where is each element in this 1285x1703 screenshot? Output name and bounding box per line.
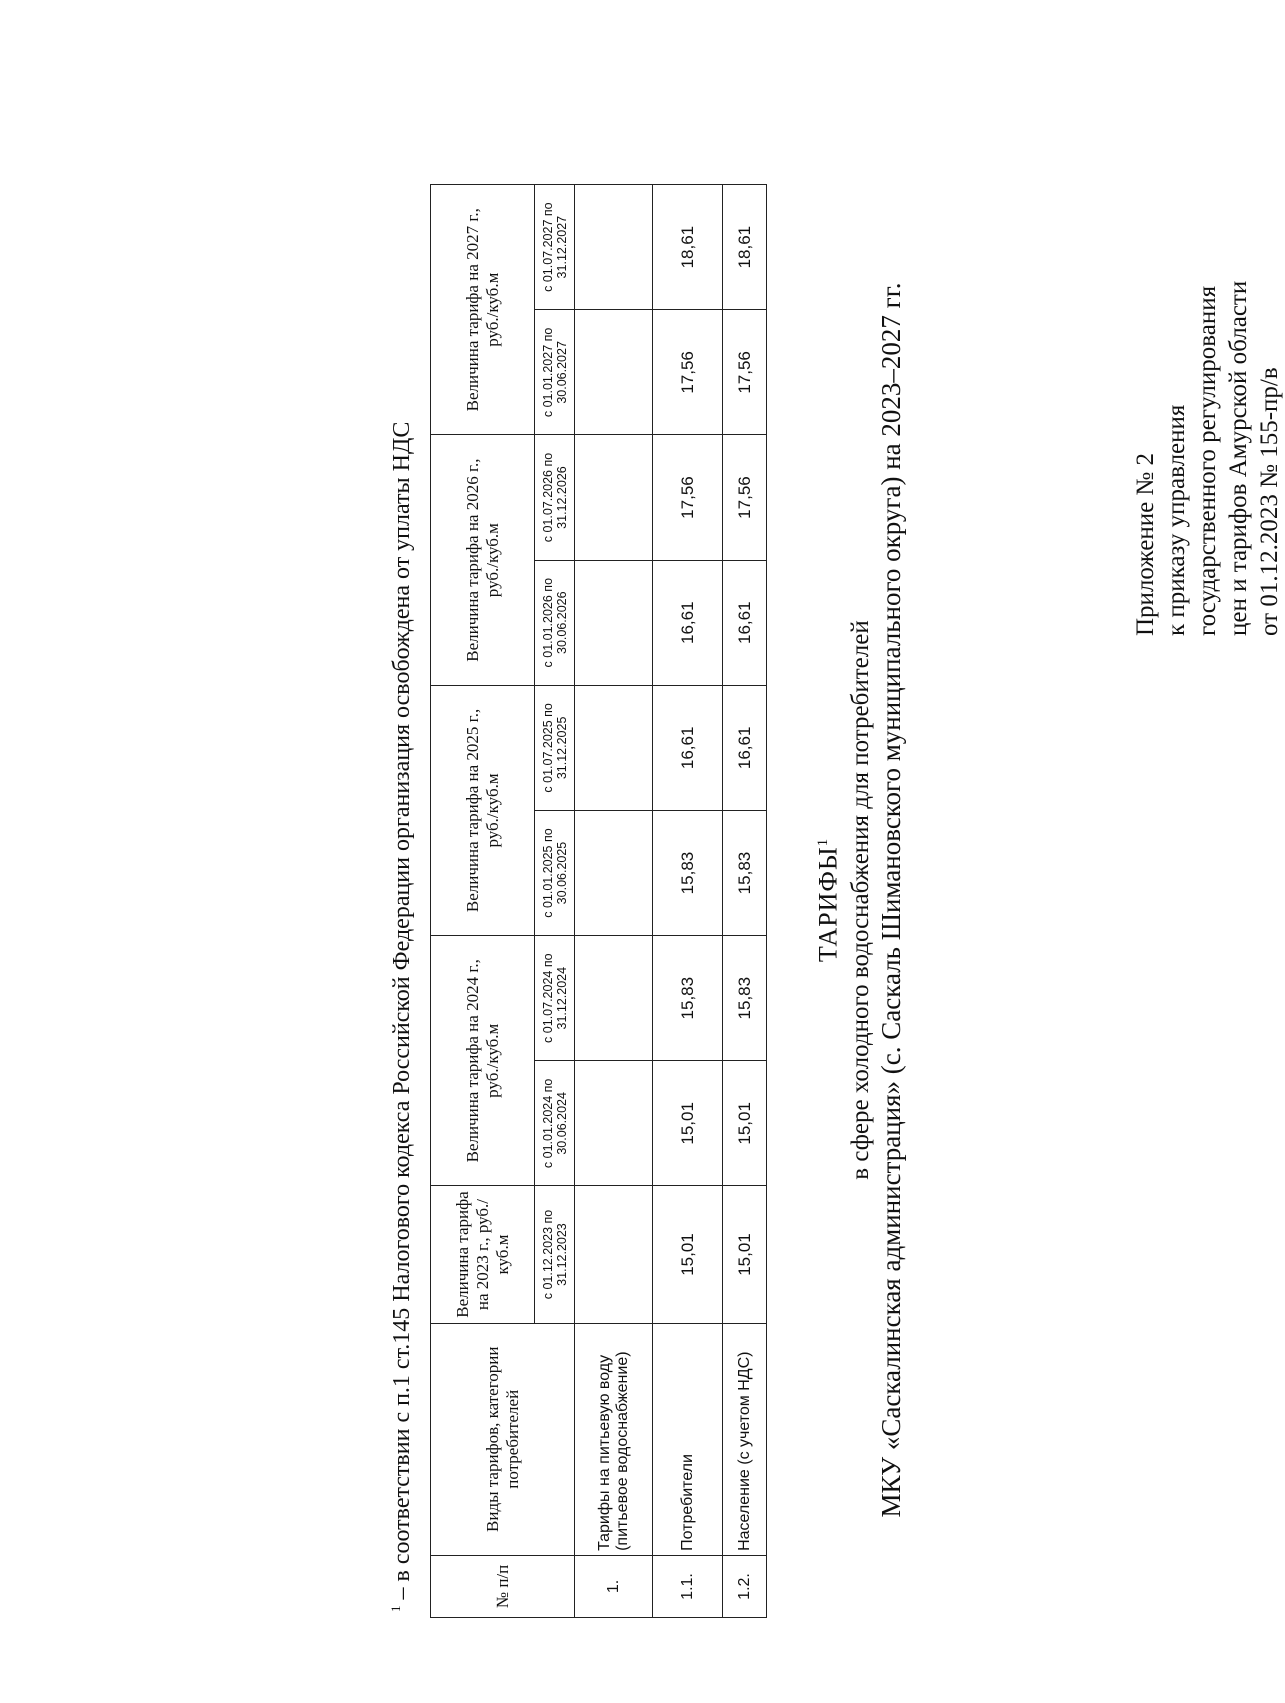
value-cell: 15,01 — [653, 1061, 723, 1186]
value-cell: 15,83 — [723, 810, 767, 935]
value-cell — [575, 185, 653, 310]
appendix-line: от 01.12.2023 № 155-пр/в — [1256, 367, 1283, 636]
value-cell: 16,61 — [653, 560, 723, 685]
value-cell: 17,56 — [723, 435, 767, 560]
title-organization: МКУ «Саскалинская администрация» (с. Саскаль Шимановского муниципального округа) на 2023–2027 гг. — [875, 282, 906, 1518]
row-num: 1.2. — [723, 1555, 767, 1617]
footnote-text: – в соответствии с п.1 ст.145 Налогового кодекса Российской Федерации организация освобождена от уплаты НДС — [389, 421, 415, 1600]
period-cell: с 01.12.2023 по 31.12.2023 — [535, 1186, 575, 1323]
value-cell: 18,61 — [653, 185, 723, 310]
row-name: Потребители — [653, 1323, 723, 1555]
value-cell — [575, 1061, 653, 1186]
value-cell — [575, 810, 653, 935]
period-cell: с 01.01.2027 по 30.06.2027 — [535, 310, 575, 435]
value-cell — [575, 560, 653, 685]
footnote-mark: 1 — [388, 1605, 403, 1612]
period-cell: с 01.07.2025 по 31.12.2025 — [535, 685, 575, 810]
value-cell: 15,01 — [723, 1061, 767, 1186]
period-cell: с 01.07.2024 по 31.12.2024 — [535, 936, 575, 1061]
value-cell: 15,83 — [723, 936, 767, 1061]
document-page — [120, 120, 1283, 1680]
value-cell — [575, 685, 653, 810]
value-cell: 16,61 — [723, 560, 767, 685]
table-row — [575, 185, 653, 1618]
document-title — [808, 120, 844, 1680]
value-cell — [575, 435, 653, 560]
header-type: Виды тарифов, категории потребителей — [431, 1323, 575, 1555]
title-text: ТАРИФЫ — [813, 846, 843, 963]
value-cell: 16,61 — [653, 685, 723, 810]
value-cell: 15,01 — [723, 1186, 767, 1323]
appendix-line: к приказу управления — [1163, 404, 1190, 636]
value-cell: 17,56 — [653, 310, 723, 435]
header-2024: Величина тарифа на 2024 г., руб./куб.м — [431, 936, 535, 1186]
period-cell: с 01.07.2027 по 31.12.2027 — [535, 185, 575, 310]
appendix-block — [1130, 136, 1285, 636]
row-num: 1. — [575, 1555, 653, 1617]
value-cell: 17,56 — [653, 435, 723, 560]
value-cell: 15,83 — [653, 810, 723, 935]
period-cell: с 01.07.2026 по 31.12.2026 — [535, 435, 575, 560]
appendix-line: государственного регулирования — [1194, 285, 1221, 636]
footnote-ref: 1 — [815, 837, 831, 847]
value-cell: 15,01 — [653, 1186, 723, 1323]
header-2026: Величина тарифа на 2026 г., руб./куб.м — [431, 435, 535, 685]
appendix-line: Приложение № 2 — [1132, 452, 1159, 636]
title-block — [808, 120, 906, 1680]
period-cell: с 01.01.2026 по 30.06.2026 — [535, 560, 575, 685]
title-subtitle: в сфере холодного водоснабжения для потребителей — [846, 620, 874, 1180]
value-cell — [575, 1186, 653, 1323]
period-cell: с 01.01.2024 по 30.06.2024 — [535, 1061, 575, 1186]
value-cell: 15,83 — [653, 936, 723, 1061]
row-name: Население (с учетом НДС) — [723, 1323, 767, 1555]
table-header-row — [431, 185, 535, 1618]
period-cell: с 01.01.2025 по 30.06.2025 — [535, 810, 575, 935]
appendix-line: цен и тарифов Амурской области — [1225, 280, 1252, 636]
value-cell: 18,61 — [723, 185, 767, 310]
header-2025: Величина тарифа на 2025 г., руб./куб.м — [431, 685, 535, 935]
table-row — [723, 185, 767, 1618]
row-name: Тарифы на питьевую воду (питьевое водоснабжение) — [575, 1323, 653, 1555]
row-num: 1.1. — [653, 1555, 723, 1617]
footnote — [388, 132, 416, 1612]
table-row — [653, 185, 723, 1618]
header-2023: Величина тарифа на 2023 г., руб./куб.м — [431, 1186, 535, 1323]
value-cell — [575, 310, 653, 435]
value-cell — [575, 936, 653, 1061]
header-2027: Величина тарифа на 2027 г., руб./куб.м — [431, 185, 535, 435]
header-num: № п/п — [431, 1555, 575, 1617]
tariff-table — [430, 184, 767, 1618]
value-cell: 17,56 — [723, 310, 767, 435]
value-cell: 16,61 — [723, 685, 767, 810]
